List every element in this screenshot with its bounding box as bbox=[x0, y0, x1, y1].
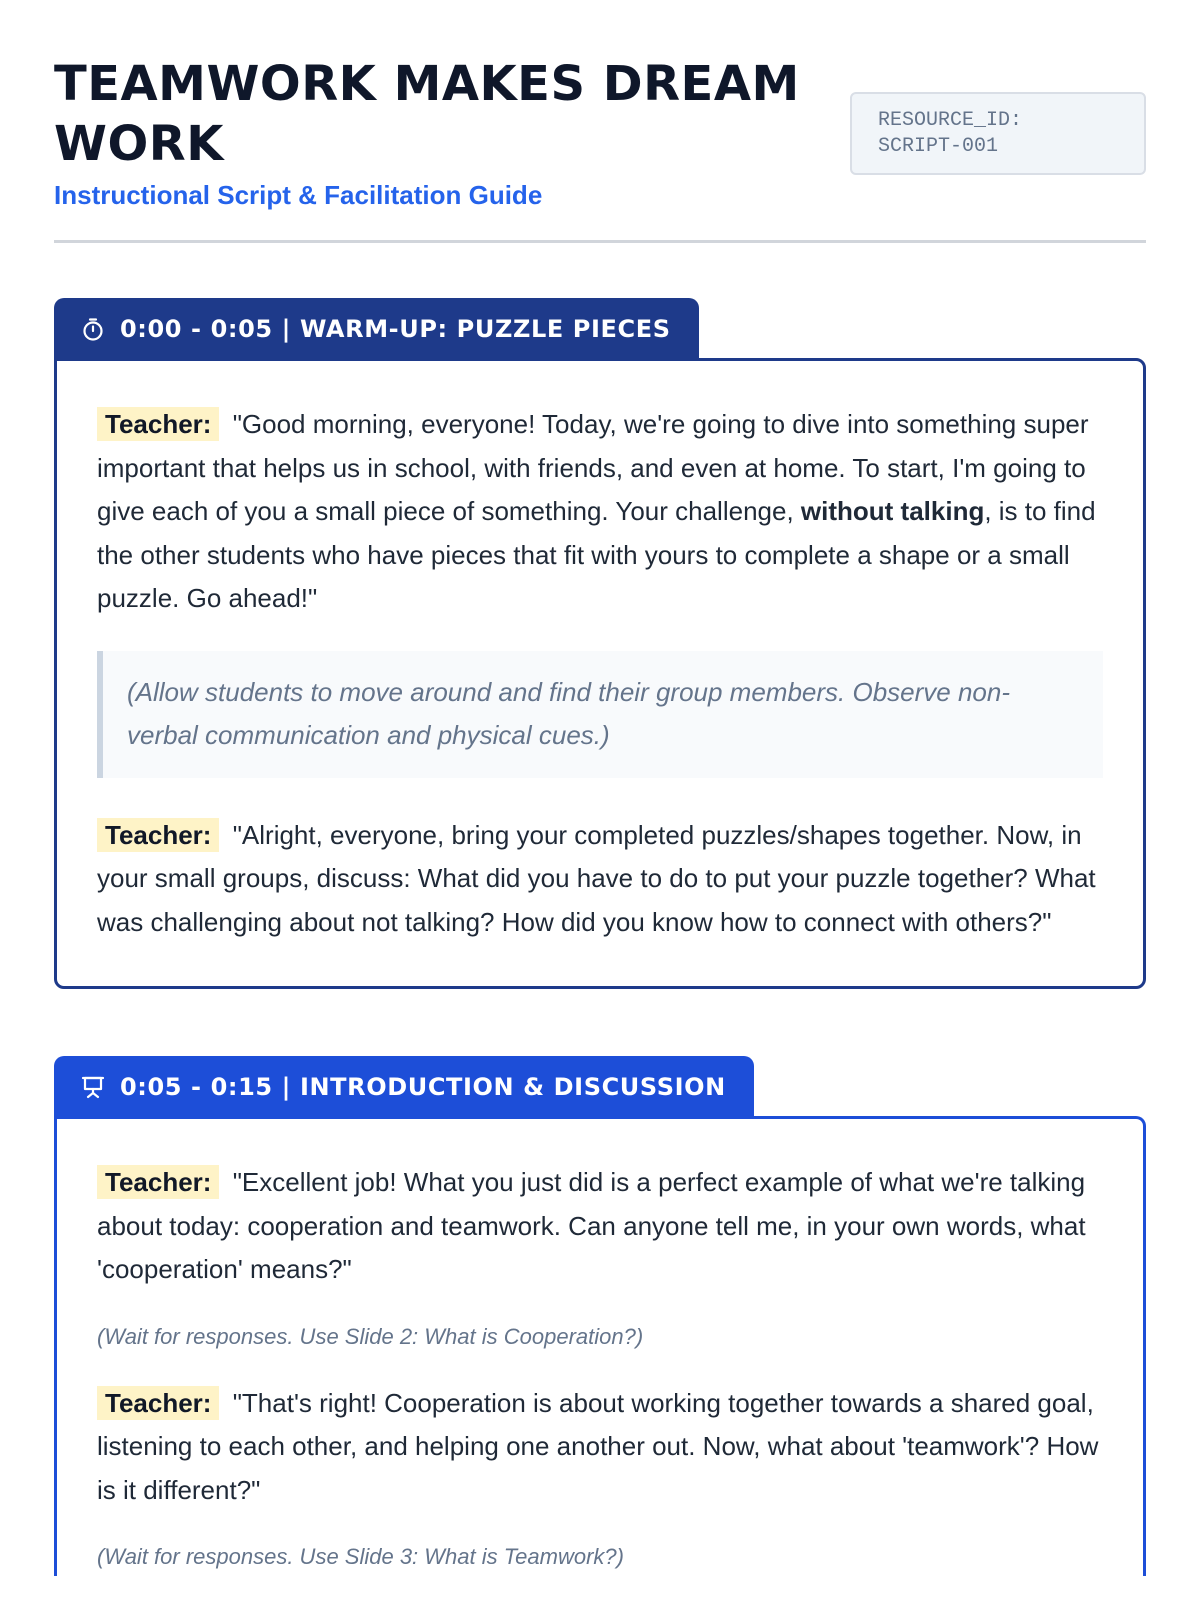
resource-id-box bbox=[850, 92, 1146, 175]
speaker-label: Teacher: bbox=[97, 1165, 219, 1199]
page-title: TEAMWORK MAKES DREAM WORK bbox=[54, 56, 800, 172]
resource-id-value: SCRIPT-001 bbox=[878, 135, 999, 158]
facilitator-note: (Wait for responses. Use Slide 2: What is Cooperation?) bbox=[97, 1323, 644, 1349]
section-warm-up bbox=[54, 298, 1146, 989]
facilitator-note: (Allow students to move around and find their group members. Observe non-verbal communication and physical cues.) bbox=[97, 651, 1103, 778]
teacher-line bbox=[97, 814, 1103, 945]
page-subtitle: Instructional Script & Facilitation Guide bbox=[54, 180, 543, 210]
line-text: "Good morning, everyone! Today, we're going to dive into something super important that helps us in school, with friends, and even at home. To start, I'm going to give each of you a small piece of something. Your challenge, bbox=[97, 409, 1089, 526]
section-tab-label: 0:00 - 0:05 | WARM-UP: PUZZLE PIECES bbox=[120, 315, 671, 343]
line-text: , is to find the other students who have pieces that fit with yours to complete a shape or a small puzzle. Go ahead!" bbox=[97, 496, 1096, 613]
speaker-label: Teacher: bbox=[97, 818, 219, 852]
stopwatch-icon bbox=[80, 316, 106, 342]
line-text: "Excellent job! What you just did is a perfect example of what we're talking about today: cooperation and teamwork. Can anyone tell me, in your own words, what 'cooperation' means?" bbox=[97, 1167, 1086, 1284]
teacher-line bbox=[97, 403, 1103, 621]
teacher-line bbox=[97, 1161, 1103, 1292]
section-body-warm-up bbox=[54, 358, 1146, 989]
presentation-icon bbox=[80, 1074, 106, 1100]
facilitator-note: (Wait for responses. Use Slide 3: What is Teamwork?) bbox=[97, 1544, 624, 1569]
speaker-label: Teacher: bbox=[97, 407, 219, 441]
section-introduction bbox=[54, 1056, 1146, 1576]
emphasis-text: without talking bbox=[800, 496, 985, 526]
line-text: "That's right! Cooperation is about working together towards a shared goal, listening to each other, and helping one another out. Now, what about 'teamwork'? How is it different?" bbox=[97, 1387, 1099, 1505]
resource-id-label: RESOURCE_ID: bbox=[878, 109, 1023, 132]
document-header bbox=[54, 0, 1146, 243]
speaker-label: Teacher: bbox=[97, 1386, 219, 1420]
line-text: "Alright, everyone, bring your completed puzzles/shapes together. Now, in your small groups, discuss: What did you have to do to put your puzzle together? What was challenging about not talking? How did you know how to connect with others?" bbox=[97, 819, 1096, 937]
section-tab-label: 0:05 - 0:15 | INTRODUCTION & DISCUSSION bbox=[120, 1073, 726, 1101]
teacher-line bbox=[97, 1382, 1103, 1513]
section-body-introduction bbox=[54, 1116, 1146, 1576]
section-tab-warm-up bbox=[54, 298, 699, 360]
section-tab-introduction bbox=[54, 1056, 754, 1118]
